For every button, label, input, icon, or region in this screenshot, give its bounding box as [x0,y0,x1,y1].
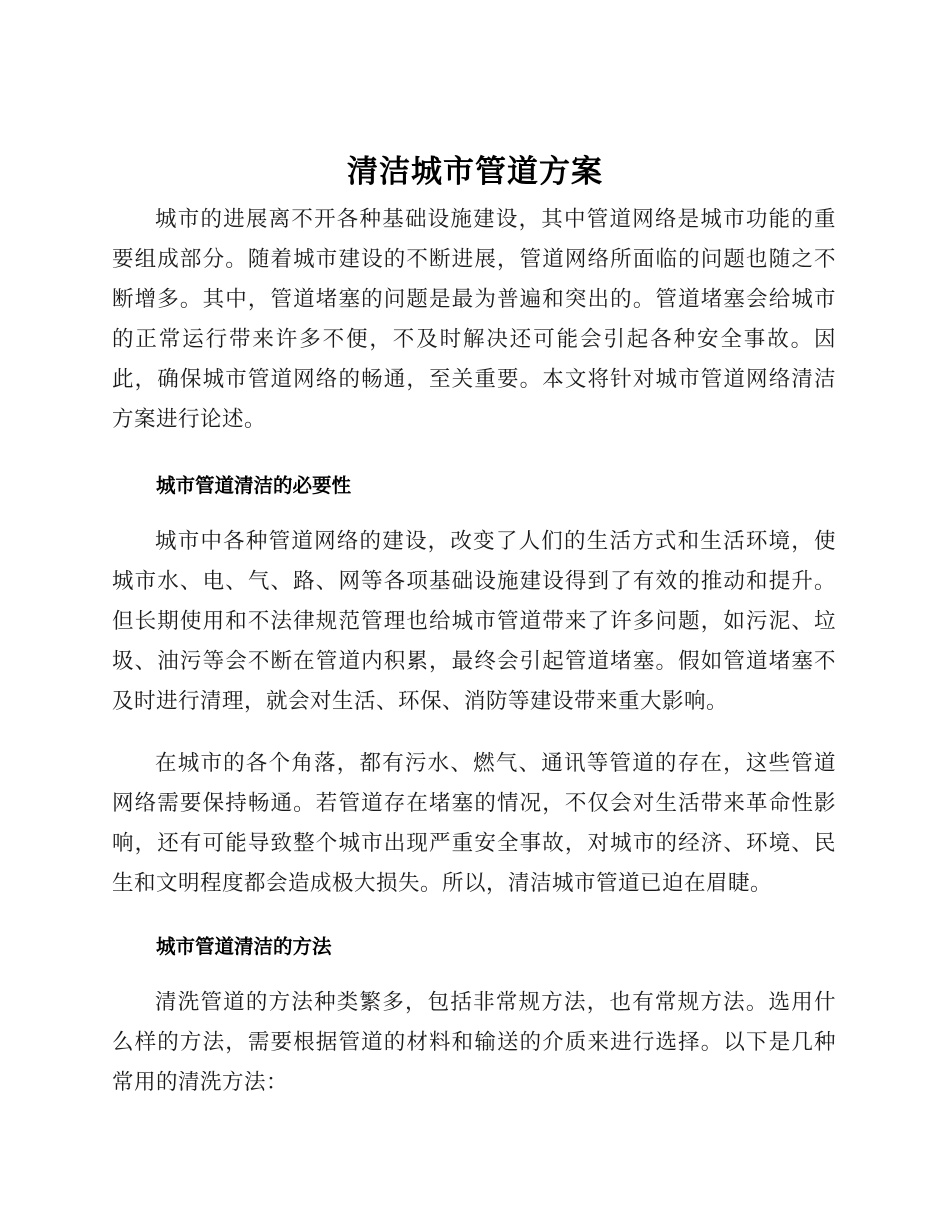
necessity-paragraph-2: 在城市的各个角落，都有污水、燃气、通讯等管道的存在，这些管道网络需要保持畅通。若管道存在堵塞的情况，不仅会对生活带来革命性影响，还有可能导致整个城市出现严重安全事故，对城市的经济、环境、民生和文明程度都会造成极大损失。所以，清洁城市管道已迫在眉睫。 [112,751,836,896]
intro-paragraph: 城市的进展离不开各种基础设施建设，其中管道网络是城市功能的重要组成部分。随着城市建设的不断进展，管道网络所面临的问题也随之不断增多。其中，管道堵塞的问题是最为普遍和突出的。管道堵塞会给城市的正常运行带来许多不便，不及时解决还可能会引起各种安全事故。因此，确保城市管道网络的畅通，至关重要。本文将针对城市管道网络清洁方案进行论述。 [112,207,836,432]
document-title: 清洁城市管道方案 [347,154,603,190]
methods-paragraph-1: 清洗管道的方法种类繁多，包括非常规方法，也有常规方法。选用什么样的方法，需要根据管道的材料和输送的介质来进行选择。以下是几种常用的清洗方法： [112,990,836,1095]
section-heading-necessity: 城市管道清洁的必要性 [156,474,352,497]
section-heading-methods: 城市管道清洁的方法 [156,935,332,958]
necessity-paragraph-1: 城市中各种管道网络的建设，改变了人们的生活方式和生活环境，使城市水、电、气、路、网等各项基础设施建设得到了有效的推动和提升。但长期使用和不法律规范管理也给城市管道带来了许多问题，如污泥、垃圾、油污等会不断在管道内积累，最终会引起管道堵塞。假如管道堵塞不及时进行清理，就会对生活、环保、消防等建设带来重大影响。 [112,529,836,714]
